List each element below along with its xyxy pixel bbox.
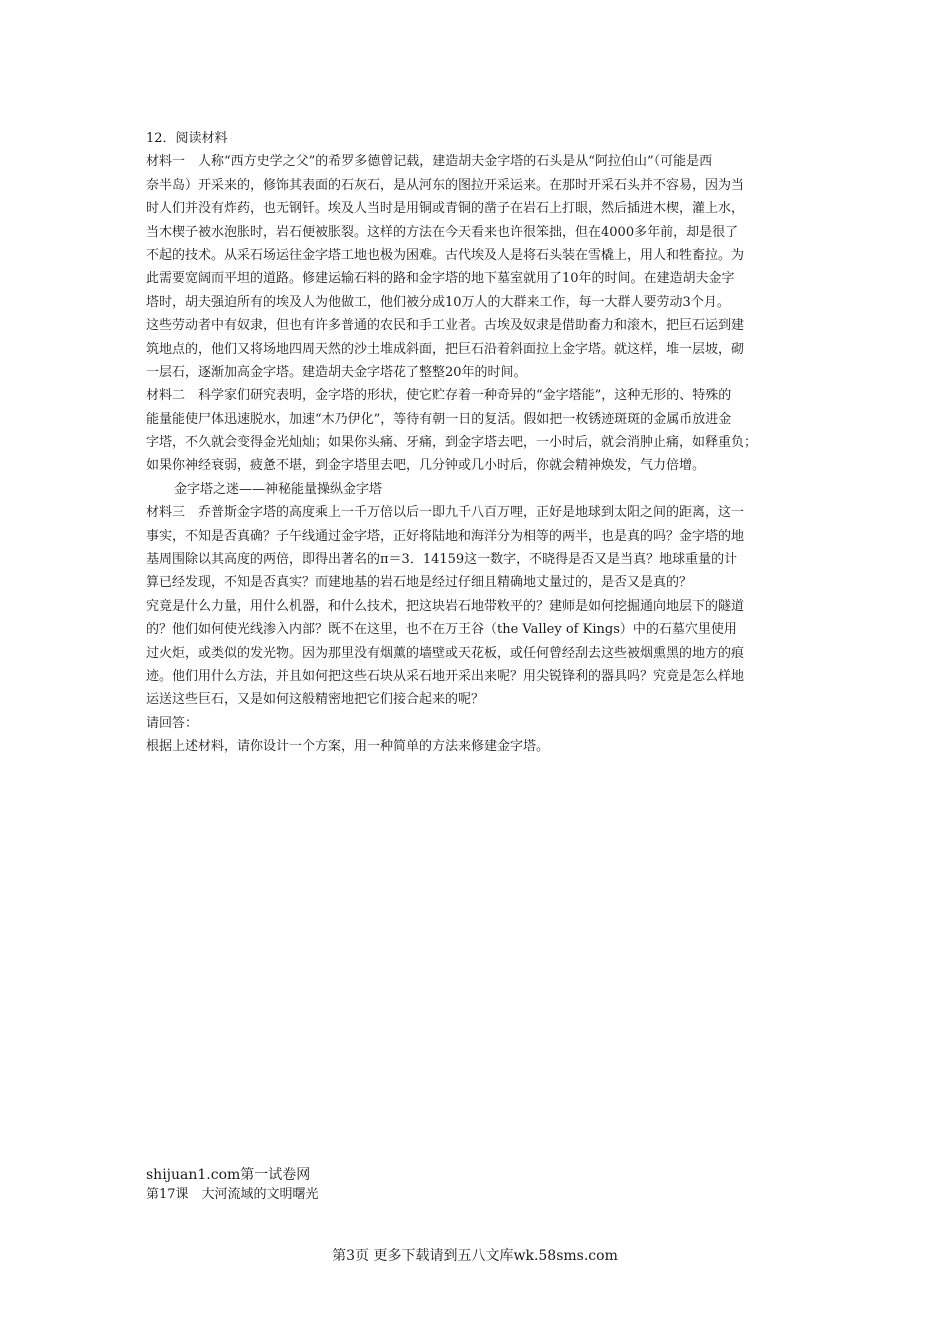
- question-body: [146, 127, 810, 759]
- material-one-line: 奈半岛）开采来的，修饰其表面的石灰石，是从河东的图拉开采运来。在那时开采石头并不容易，因为当: [146, 177, 745, 193]
- answer-task: 根据上述材料，请你设计一个方案，用一种简单的方法来修建金字塔。: [146, 739, 550, 755]
- material-one-line: 材料一 人称“西方史学之父”的希罗多德曾记载，建造胡夫金字塔的石头是从“阿拉伯山”（可能是西: [146, 154, 713, 170]
- material-one-line: 一层石，逐渐加高金字塔。建造胡夫金字塔花了整整20年的时间。: [146, 364, 527, 380]
- material-one-line: 不起的技术。从采石场运往金字塔工地也极为困难。古代埃及人是将石头装在雪橇上，用人和牲畜拉。为: [146, 247, 745, 263]
- material-three-line: 的？他们如何使光线渗入内部？既不在这里，也不在万王谷（the Valley of Kings）中的石墓穴里使用: [146, 622, 737, 638]
- material-three-line: 事实，不知是否真确？子午线通过金字塔，正好将陆地和海洋分为相等的两半，也是真的吗？金字塔的地: [146, 528, 745, 544]
- material-three-line: 过火炬，或类似的发光物。因为那里没有烟薰的墙壁或天花板，或任何曾经刮去这些被烟熏黑的地方的痕: [146, 645, 745, 661]
- material-two-source: 金字塔之迷——神秘能量操纵金字塔: [174, 481, 383, 497]
- lesson-title: 第17课 大河流域的文明曙光: [146, 1187, 319, 1202]
- material-three-line: 基周围除以其高度的两倍，即得出著名的π＝3．14159这一数字，不晓得是否又是当真？地球重量的计: [146, 552, 738, 568]
- site-name: shijuan1.com第一试卷网: [146, 1167, 311, 1183]
- material-one-line: 筑地点的，他们又将场地四周天然的沙土堆成斜面，把巨石沿着斜面拉上金字塔。就这样，堆一层坡，砌: [146, 341, 745, 357]
- material-one-line: 当木楔子被水泡胀时，岩石便被胀裂。这样的方法在今天看来也许很笨拙，但在4000多年前，却是很了: [146, 224, 739, 240]
- material-one-line: 此需要宽阔而平坦的道路。修建运输石料的路和金字塔的地下墓室就用了10年的时间。在建造胡夫金字: [146, 271, 735, 287]
- material-three-line: 运送这些巨石，又是如何这般精密地把它们接合起来的呢？: [146, 692, 485, 708]
- material-two-line: 能量能使尸体迅速脱水，加速“木乃伊化”，等待有朝一日的复活。假如把一枚锈迹斑斑的金属币放进金: [146, 411, 732, 427]
- material-two-line: 如果你神经衰弱，疲惫不堪，到金字塔里去吧，几分钟或几小时后，你就会精神焕发，气力倍增。: [146, 458, 706, 474]
- material-one-line: 时人们并没有炸药，也无钢钎。埃及人当时是用铜或青铜的凿子在岩石上打眼，然后插进木楔，灌上水，: [146, 201, 745, 217]
- material-three-line: 迹。他们用什么方法，并且如何把这些石块从采石地开采出来呢？用尖锐锋利的器具吗？究竟是怎么样地: [146, 668, 745, 684]
- material-three-line: 材料三 乔普斯金字塔的高度乘上一千万倍以后一即九千八百万哩，正好是地球到太阳之间的距离，这一: [146, 505, 745, 521]
- material-three-line: 算已经发现，不知是否真实？而建地基的岩石地是经过仔细且精确地丈量过的，是否又是真的？: [146, 575, 693, 591]
- material-one-line: 塔时，胡夫强迫所有的埃及人为他做工，他们被分成10万人的大群来工作，每一大群人要劳动3个月。: [146, 294, 730, 310]
- material-three-line: 究竟是什么力量，用什么机器，和什么技术，把这块岩石地带敉平的？建师是如何挖掘通向地层下的隧道: [146, 598, 745, 614]
- answer-prompt: 请回答：: [146, 715, 199, 731]
- source-block: [146, 1165, 810, 1205]
- question-heading: 12．阅读材料: [146, 131, 228, 146]
- material-two-line: 字塔，不久就会变得金光灿灿；如果你头痛、牙痛，到金字塔去吧，一小时后，就会消肿止痛，如释重负；: [146, 435, 758, 451]
- material-two-line: 材料二 科学家们研究表明，金字塔的形状，使它贮存着一种奇异的“金字塔能”，这种无形的、特殊的: [146, 388, 732, 404]
- page-footer: 第3页 更多下载请到五八文库wk.58sms.com: [332, 1248, 618, 1264]
- material-one-line: 这些劳动者中有奴隶，但也有许多普通的农民和手工业者。古埃及奴隶是借助畜力和滚木，把巨石运到建: [146, 318, 745, 334]
